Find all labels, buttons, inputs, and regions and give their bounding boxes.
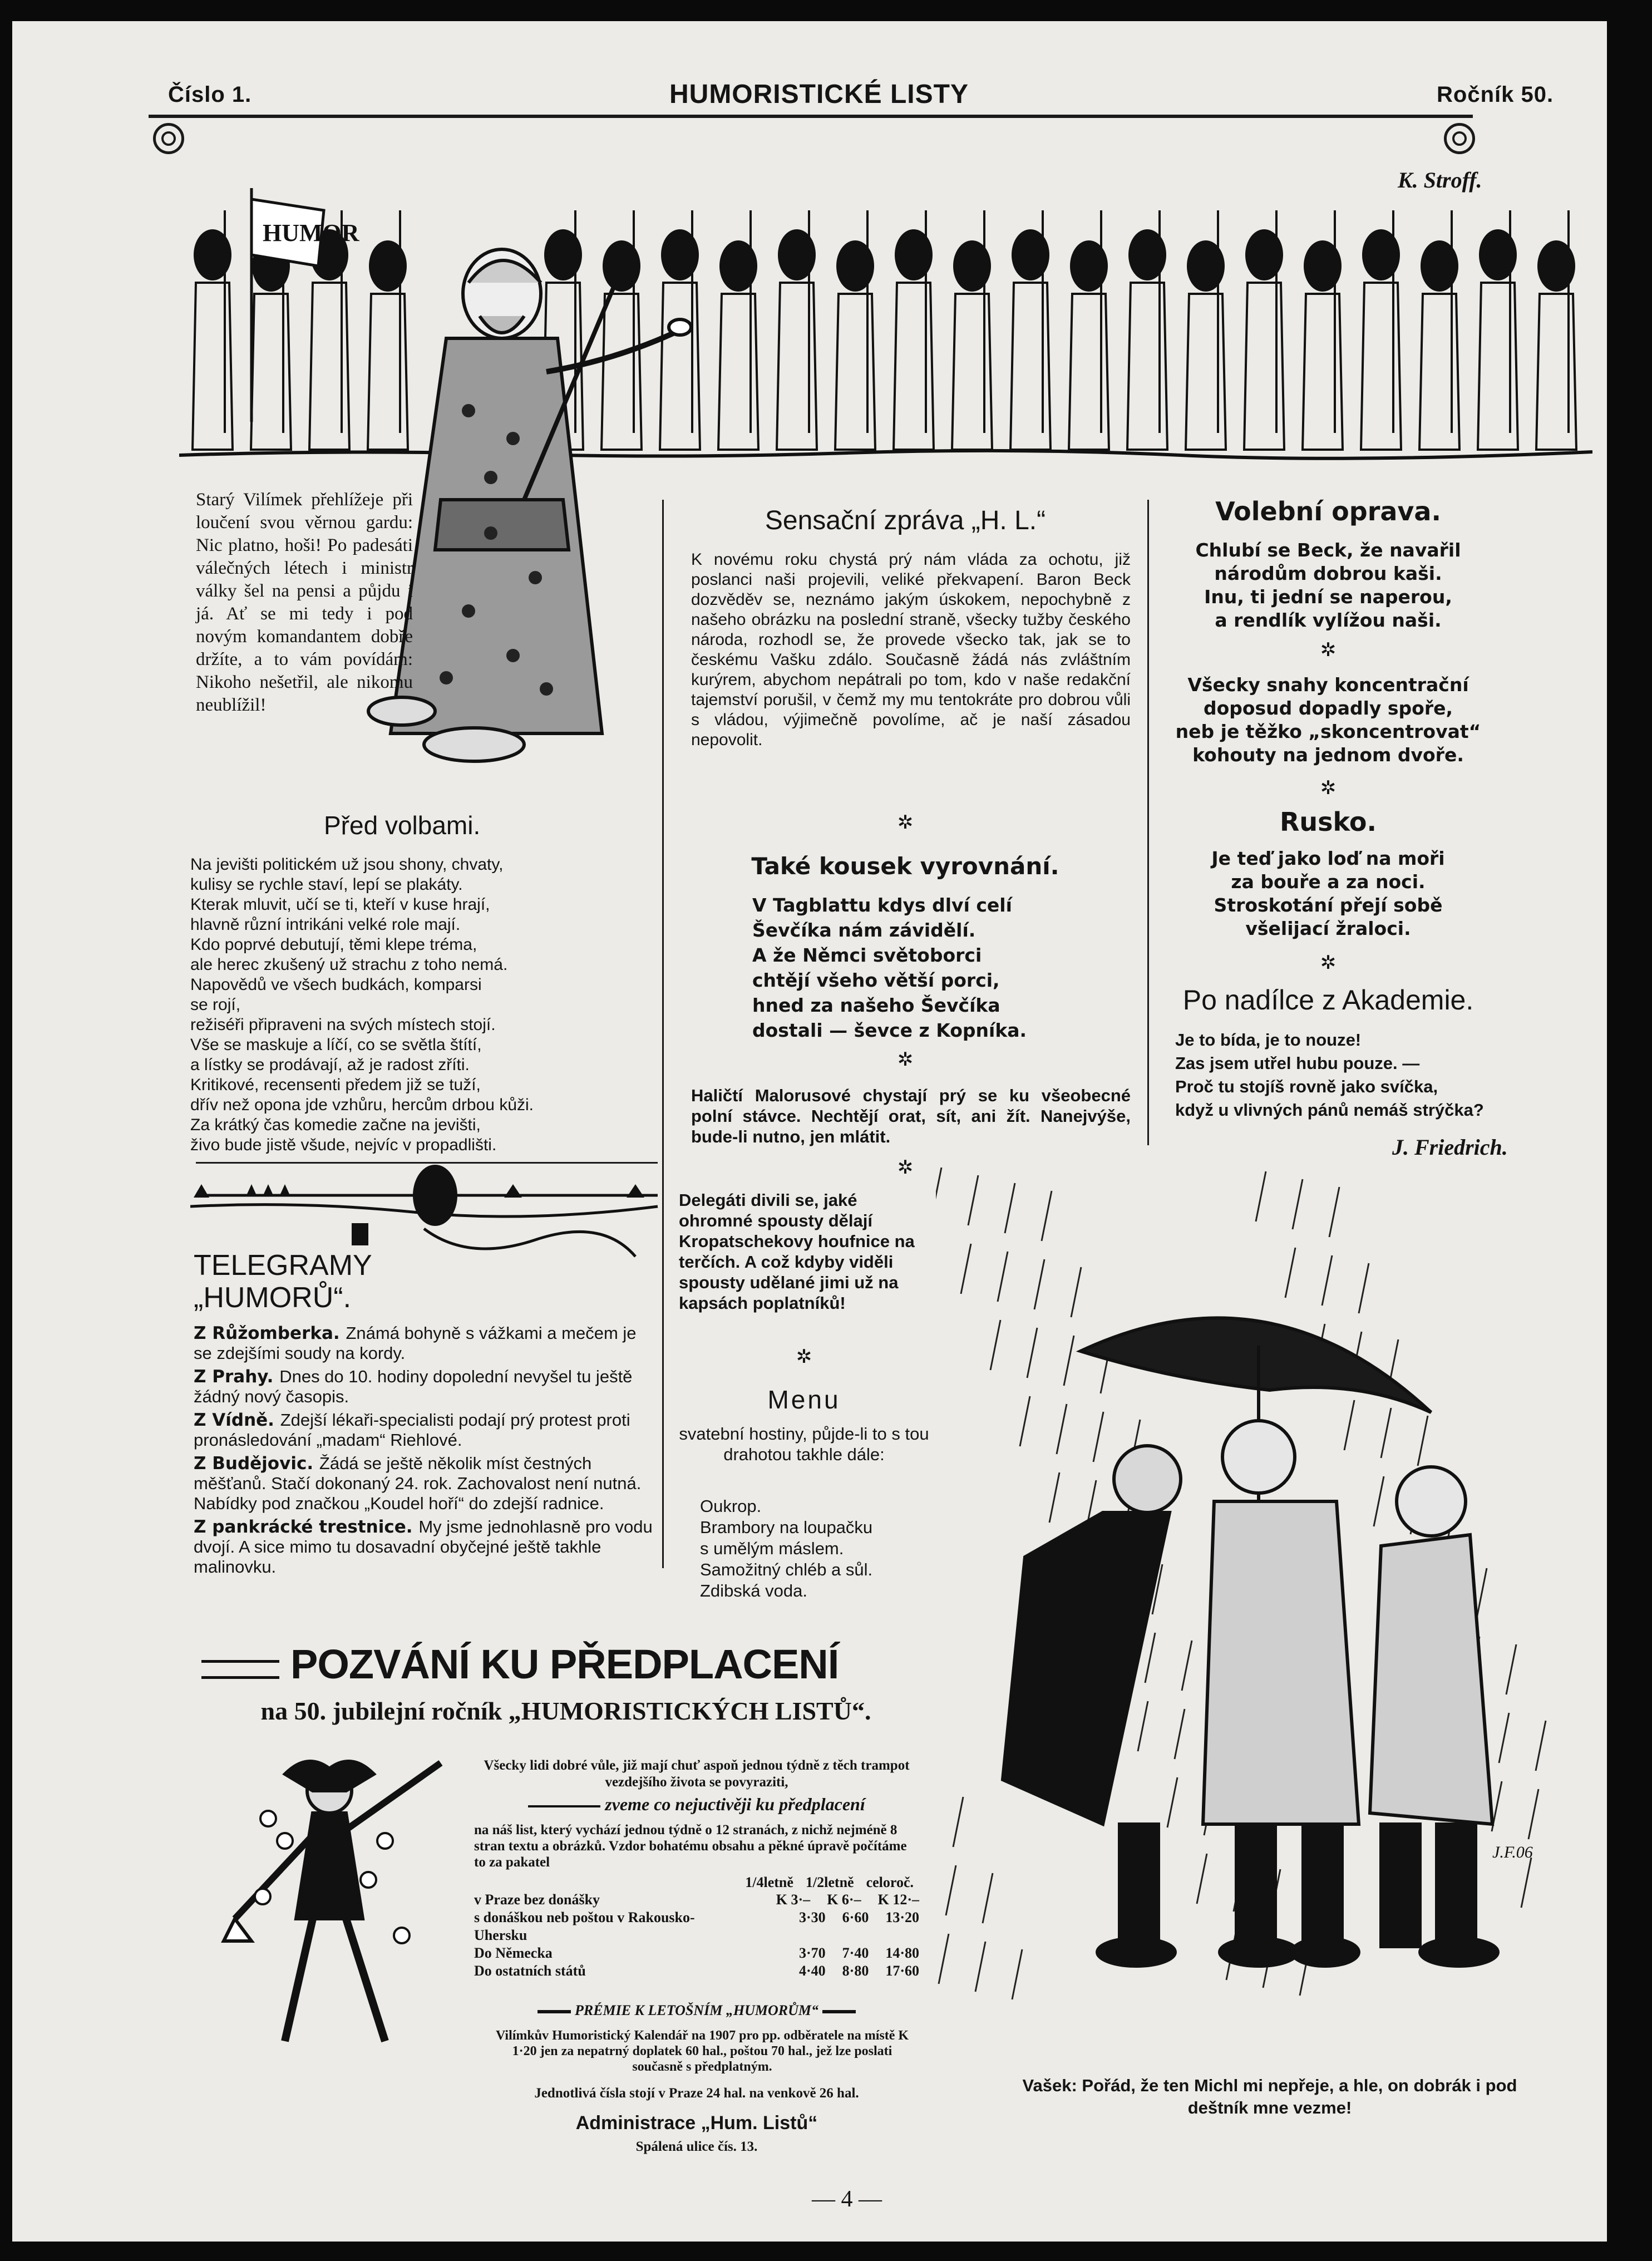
menu-item: Zdibská voda. [700,1581,807,1600]
guard-body [1419,294,1459,450]
poem-line: živo bude jistě všude, nejvíc v propadlišti. [190,1136,497,1154]
poem-line: Ševčíka nám závidělí. [752,919,976,941]
pozvani-subtitle: na 50. jubilejní ročník „HUMORISTICKÝCH LISTŮ“. [260,1697,871,1725]
guard-body [309,283,349,450]
rain-streak [1197,1854,1207,1904]
price-value: 14·80 [885,1945,919,1961]
guard-body [660,283,700,450]
menu-title: Menu [767,1385,841,1414]
rain-streak [983,1873,993,1923]
rusko-poem [1156,847,1501,940]
menu-item: Samožitný chléb a sůl. [700,1560,873,1579]
guard-body [894,283,934,450]
col-quarter: 1/4letně [745,1874,793,1890]
volume-number: Ročník 50. [1437,82,1554,107]
left-ornament-icon [153,123,184,154]
telegram-item [194,1517,655,1577]
telegraph-wire-illustration [190,1162,669,1262]
price-row [474,1962,919,1980]
premie-text-label: PRÉMIE K LETOŠNÍM „HUMORŮM“ [574,2002,818,2018]
price-label: Do Německa [474,1945,553,1961]
rain-cartoon-caption [992,2075,1548,2119]
telegramy-title-2: „HUMORŮ“. [194,1282,352,1314]
rain-streak [1293,1179,1303,1229]
guard-body [368,294,408,450]
rain-streak [1359,1263,1369,1313]
poem-line: Napovědů ve všech budkách, komparsi [190,976,482,994]
poem-line: kulisy se rychle staví, lepí se plakáty. [190,875,463,894]
price-header-row [474,1874,919,1891]
poem-line: a rendlík vylížou naši. [1215,609,1442,631]
rain-streak [1499,1713,1509,1763]
volebni-stanza-1 [1156,539,1501,632]
col-half: 1/2letně [805,1874,854,1890]
poem-line: Za krátký čas komedie začne na jevišti, [190,1116,481,1134]
telegram-item [194,1323,655,1363]
telegram-place: Z Budějovic. [194,1454,319,1474]
poem-line: režiséři připraveni na svých místech stojí. [190,1016,496,1034]
rain-streak [1506,1644,1516,1694]
pred-volbami-title: Před volbami. [324,811,481,840]
price-row [474,1891,919,1909]
rain-streak [968,1175,978,1225]
price-value: 7·40 [842,1945,869,1961]
star-divider-icon-7: ✲ [1320,953,1337,973]
price-value: 17·60 [885,1963,919,1979]
rain-streak [1256,1171,1266,1221]
menu-intro: svatební hostiny, půjde-li to s tou drahotou takhle dále: [679,1424,929,1464]
price-label: v Praze bez donášky [474,1891,600,1908]
halicti-text: Haličtí Malorusové chystají prý se ku všeobecné polní stávce. Nechtějí orat, sít, ani žít. Nanejvýše, bude-li nutno, jen mlátit. [691,1086,1131,1146]
price-rows [474,1891,919,1980]
telegram-text: Zdejší lékaři-specialisti podají prý protest proti pronásledování „madam“ Riehlové. [194,1410,630,1450]
poem-line: když u vlivných pánů nemáš strýčka? [1175,1100,1484,1120]
masthead-title: HUMORISTICKÉ LISTY [669,80,969,109]
poem-line: Kterak mluvit, učí se ti, kteří v kuse hrají, [190,895,490,914]
poem-line: a lístky se prodávají, až je radost zříti. [190,1056,470,1074]
price-value: 3·70 [798,1945,826,1961]
poem-line: Stroskotání přejí sobě [1214,894,1443,916]
kousek-poem [752,893,1142,1043]
column-rule-1 [662,500,664,1568]
poem-line: chtějí všeho větší porci, [752,969,1000,991]
rain-streak [1175,1709,1185,1759]
star-divider-icon: ✲ [897,812,914,833]
rain-cartoon-signature: J.F.06 [1492,1843,1533,1861]
rain-streak [1057,1404,1067,1454]
header-rule [149,115,1473,118]
price-value: K 3·– [776,1891,811,1908]
right-ornament-icon [1444,123,1475,154]
rain-umbrella-cartoon [936,1168,1559,2069]
telegram-item [194,1367,655,1407]
poem-line: neb je těžko „skoncentrovat“ [1175,721,1481,742]
poem-line: Proč tu stojíš rovně jako svíčka, [1175,1077,1438,1096]
guard-body [601,294,642,450]
pozvani-zveme [469,1794,925,1815]
guard-body [777,283,817,450]
poem-line: dřív než opona jde vzhůru, hercům drbou kůži. [190,1096,534,1114]
menu-items [700,1496,934,1602]
pozvani-intro: Všecky lidi dobré vůle, již mají chuť aspoň jednou týdně z těch trampot vezdejšího života se povyraziti, [484,1758,910,1790]
poem-line: hned za našeho Ševčíka [752,994,1000,1016]
price-label: s donáškou neb poštou v Rakousko-Uhersku [474,1909,695,1943]
poem-line: všelijací žraloci. [1245,918,1411,939]
guard-body [835,294,875,450]
poem-line: ale herec zkušený už strachu z toho nemá. [190,955,508,974]
delegati-text: Delegáti divili se, jaké ohromné spousty dělají Kropatschekovy houfnice na terčích. A což kdyby viděli spousty udělané jimi už na kapsách poplatníků! [679,1190,915,1313]
menu-item: Oukrop. [700,1496,762,1516]
telegramy-title: TELEGRAMY [194,1249,372,1282]
guard-body [1536,294,1576,450]
zveme-text: zveme co nejuctivěji ku předplacení [605,1794,865,1814]
poem-line: Kritikové, recensenti předem již se tuží, [190,1076,481,1094]
poem-line: dostali — ševce z Kopníka. [752,1019,1027,1041]
price-value: 3·30 [798,1909,826,1925]
pozvani-rule-icon [201,1660,279,1679]
rain-streak [939,1934,949,1984]
admin-address: Spálená ulice čís. 13. [635,2139,758,2154]
price-row [474,1944,919,1962]
guard-body [1478,283,1518,450]
rain-streak [1064,1336,1074,1386]
telegram-item [194,1410,655,1450]
rain-streak [936,1168,941,1218]
rain-streak [1418,1416,1428,1466]
poem-line: kohouty na jednom dvoře. [1192,744,1464,766]
price-value: 6·60 [842,1909,869,1925]
senzacni-title: Sensační zpráva „H. L.“ [765,506,1046,535]
premie-rule-right [822,2010,856,2013]
caption-text: Pořád, že ten Michl mi nepřeje, a hle, on dobrák i pod deštník mne vezme! [1082,2076,1517,2117]
page-number: — 4 — [812,2186,882,2212]
rain-streak [1477,1568,1487,1618]
rain-streak [1042,1191,1052,1241]
volebni-stanza-2 [1156,673,1501,767]
section-rule [196,1162,658,1164]
guard-body [1010,283,1051,450]
price-value: 4·40 [798,1963,826,1979]
newspaper-page [12,21,1607,2242]
guard-body [1244,283,1284,450]
poem-line: Na jevišti politickém už jsou shony, chvaty, [190,855,504,874]
rain-streak [1528,1789,1538,1839]
price-value: 8·80 [842,1963,869,1979]
poem-line: Je to bída, je to nouze! [1175,1030,1362,1050]
price-values [799,1962,919,1980]
akademie-poem [1175,1028,1509,1122]
poem-line: Je teď jako loď na moři [1211,848,1445,869]
guard-body [952,294,992,450]
telegram-text: Žádá se ještě několik míst čestných měšťanů. Stačí dokonaný 24. rok. Zachovalost není nutná. Nabídky pod značkou „Koudel hoří“ do zdejší radnice. [194,1454,642,1513]
telegram-item [194,1454,655,1514]
menu-item: Brambory na loupačku [700,1518,873,1537]
price-values [799,1909,919,1944]
akademie-title: Po nadílce z Akademie. [1182,984,1474,1016]
telegram-place: Z pankrácké trestnice. [194,1517,419,1537]
rain-streak [990,1320,1000,1370]
rain-streak [1374,1476,1384,1526]
rain-streak [1381,1408,1391,1458]
kousek-title: Také kousek vyrovnání. [751,853,1059,880]
pozvani-desc: na náš list, který vychází jednou týdně o 12 stranách, z nichž nejméně 8 stran textu a obrázků. Vzdor bohatému obsahu a pěkné úpravě počítáme to za pakatel [474,1822,907,1870]
rain-streak [1020,1396,1030,1446]
price-value: 13·20 [885,1909,919,1925]
senzacni-text: K novému roku chystá prý nám vláda za ochotu, již poslanci naši projevili, veliké překvapení. Baron Beck dozvěděv se, neznámo jakým úskokem, nepochybně z našeho obrázku na poslední straně, všecky tužby českého národa, rozhodl se, že provede všecko tak, jak se to českému Vašku zdálo. Současně žádá nás zvláštním kurýrem, abychom nepátrali po tom, kdo v naše redakční tajemství porušil, v čemž my mu tentokráte pro dobrou vůli s vládou, výjimečně povolíme, ač je naší zásadou nepovolit. [691,550,1131,749]
telegramy-list [194,1323,655,1580]
menu-item: s umělým máslem. [700,1539,844,1558]
rain-streak [1093,1412,1103,1462]
guard-body [1361,283,1401,450]
telegram-place: Z Růžomberka. [194,1323,346,1343]
cisla-price: Jednotlivá čísla stojí v Praze 24 hal. na venkově 26 hal. [534,2086,859,2101]
rain-streak [1012,1949,1022,1999]
rain-streak [1536,1721,1546,1771]
telegram-text: My jsme jednohlasně pro vodu dvojí. A sice mimo tu dosavadní obyčejné ještě takhle malinovku. [194,1517,653,1577]
caption-speaker: Vašek: [1022,2076,1077,2095]
poem-line: Všecky snahy koncentrační [1187,674,1469,696]
rule-left [528,1805,600,1807]
poem-line: Chlubí se Beck, že navařil [1195,539,1461,561]
premie-text: Vilímkův Humoristický Kalendář na 1907 pro pp. odběratele na místě K 1·20 jen za nepatrný doplatek 60 hal., poštou 70 hal., jež lze poslati současně s předplatným. [495,2028,909,2074]
poem-line: V Tagblattu kdys dlví celí [752,894,1012,916]
rain-streak [953,1797,963,1847]
poem-line: národům dobrou kaši. [1214,563,1442,584]
guard-body [1303,294,1343,450]
pred-volbami-poem [190,855,658,1155]
admin-name: Administrace „Hum. Listů“ [575,2112,818,2134]
price-value: K 6·– [827,1891,861,1908]
issue-number: Číslo 1. [168,82,252,107]
top-cartoon-caption: Starý Vilímek přehlížeje při loučení svou věrnou gardu: Nic platno, hoši! Po padesáti válečných létech i ministr války šel na pensi a půjdu i já. Ať se mi tedy i pod novým komandantem dobře držíte, a to vám povídám: Nikoho nešetřil, ale nikomu neublížil! [196,490,413,715]
poem-line: doposud dopadly spoře, [1203,697,1453,719]
poem-line: Inu, ti jední se naperou, [1204,586,1452,608]
price-value: K 12·– [877,1891,919,1908]
poem-line: Kdo poprvé debutují, těmi klepe tréma, [190,935,477,954]
guard-body [1069,294,1109,450]
poem-line: Vše se maskuje a líčí, co se světla štítí, [190,1036,482,1054]
price-values [776,1891,919,1909]
premie-rule-left [537,2010,571,2013]
telegram-place: Z Vídně. [194,1410,280,1430]
price-values [799,1944,919,1962]
guard-body [1127,283,1167,450]
poem-line: A že Němci světoborci [752,944,982,966]
rain-streak [1167,1777,1177,1827]
guard-body [193,283,233,450]
col-year: celoroč. [866,1874,914,1890]
poem-line: hlavně různí intrikáni velké role mají. [190,915,461,934]
rain-streak [1285,1248,1295,1298]
price-label: Do ostatních států [474,1963,586,1979]
volebni-title: Volební oprava. [1215,496,1441,526]
pozvani-title: POZVÁNÍ KU PŘEDPLACENÍ [290,1641,839,1687]
guard-body [718,294,758,450]
star-divider-icon-4: ✲ [796,1347,812,1367]
akademie-author: J. Friedrich. [1392,1135,1508,1160]
star-divider-icon-5: ✲ [1320,640,1337,661]
rain-streak [961,1244,971,1294]
rain-streak [1521,1858,1531,1908]
price-row [474,1909,919,1944]
rain-streak [1329,1187,1339,1237]
poem-line: se rojí, [190,996,241,1014]
rain-streak [1322,1255,1332,1306]
telegram-text: Dnes do 10. hodiny dopolední nevyšel tu ještě žádný nový časopis. [194,1367,633,1406]
rain-streak [975,1942,985,1992]
rain-streak [1005,1183,1015,1233]
price-table [474,1874,919,1980]
star-divider-icon-3: ✲ [897,1157,914,1178]
rain-streak [1071,1267,1081,1317]
column-rule-2 [1147,500,1149,1145]
star-divider-icon-2: ✲ [897,1050,914,1070]
rain-streak [1049,1472,1059,1523]
rusko-title: Rusko. [1280,807,1377,837]
rain-streak [946,1865,956,1915]
premie-banner [474,2002,919,2019]
rain-streak [1344,1400,1354,1450]
poem-line: Zas jsem utřel hubu pouze. — [1175,1053,1420,1073]
rain-streak [1182,1641,1192,1691]
star-divider-icon-6: ✲ [1320,778,1337,799]
jester-illustration [201,1752,469,2052]
rain-streak [1034,1259,1044,1309]
guard-body [1186,294,1226,450]
rain-streak [1027,1328,1037,1378]
poem-line: za bouře a za noci. [1231,871,1426,893]
guard-body [251,294,291,450]
rain-streak [1145,1633,1155,1683]
banner-text: HUMOR [263,219,359,247]
telegram-text: Známá bohyně s vážkami a mečem je se zdejšími soudy na kordy. [194,1323,637,1363]
rain-streak [1138,1701,1148,1751]
telegram-place: Z Prahy. [194,1367,280,1387]
rain-streak [998,1252,1008,1302]
artist-signature: K. Stroff. [1398,168,1482,193]
